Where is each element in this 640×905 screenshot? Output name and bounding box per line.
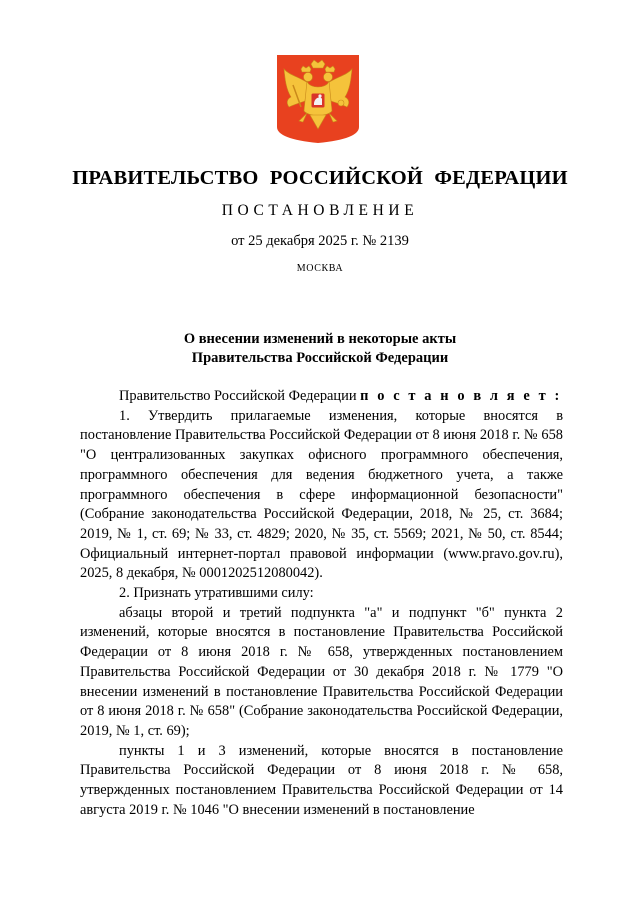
document-body <box>80 387 563 820</box>
paragraph-3: абзацы второй и третий подпункта "а" и подпункт "б" пункта 2 изменений, которые вносятся в постановление Правительства Российской Федерации от 8 июня 2018 г. № 658, утвержденных постановлением Правительства Российской Федерации от 30 декабря 2018 г. № 1779 "О внесении изменений в постановление Правительства Российской Федерации от 8 июня 2018 г. № 658" (Собрание законодательства Российской Федерации, 2019, № 1, ст. 69); <box>80 604 563 739</box>
paragraph-1: 1. Утвердить прилагаемые изменения, которые вносятся в постановление Правительства Российской Федерации от 8 июня 2018 г. № 658 "О централизованных закупках офисного программного обеспечения, программного обеспечения для ведения бюджетного учета, а также программного обеспечения в сфере информационной безопасности" (Собрание законодательства Российской Федерации, 2018, № 25, ст. 3684; 2019, № 1, ст. 69; № 33, ст. 4829; 2020, № 35, ст. 5569; 2021, № 50, ст. 8544; Официальный интернет-портал правовой информации (www.pravo.gov.ru), 2025, 8 декабря, № 0001202512080042). <box>80 407 563 582</box>
paragraph-4: пункты 1 и 3 изменений, которые вносятся в постановление Правительства Российской Федерации от 8 июня 2018 г. № 658, утвержденных постановлением Правительства Российской Федерации от 14 августа 2019 г. № 1046 "О внесении изменений в постановление <box>80 742 563 818</box>
coat-of-arms-emblem <box>277 55 359 143</box>
document-date-number: от 25 декабря 2025 г. № 2139 <box>231 233 409 249</box>
document-type: ПОСТАНОВЛЕНИЕ <box>221 202 419 219</box>
heading-line-2: Правительства Российской Федерации <box>191 350 449 366</box>
preamble-text: Правительство Российской Федерации <box>119 388 357 404</box>
document-heading <box>0 330 640 368</box>
document-city: МОСКВА <box>296 263 344 274</box>
decree-word: п о с т а н о в л я е т : <box>360 388 562 404</box>
heading-line-1: О внесении изменений в некоторые акты <box>183 331 457 347</box>
preamble-paragraph <box>80 387 563 407</box>
paragraph-2: 2. Признать утратившими силу: <box>119 585 314 602</box>
government-title: ПРАВИТЕЛЬСТВО РОССИЙСКОЙ ФЕДЕРАЦИИ <box>72 167 568 189</box>
